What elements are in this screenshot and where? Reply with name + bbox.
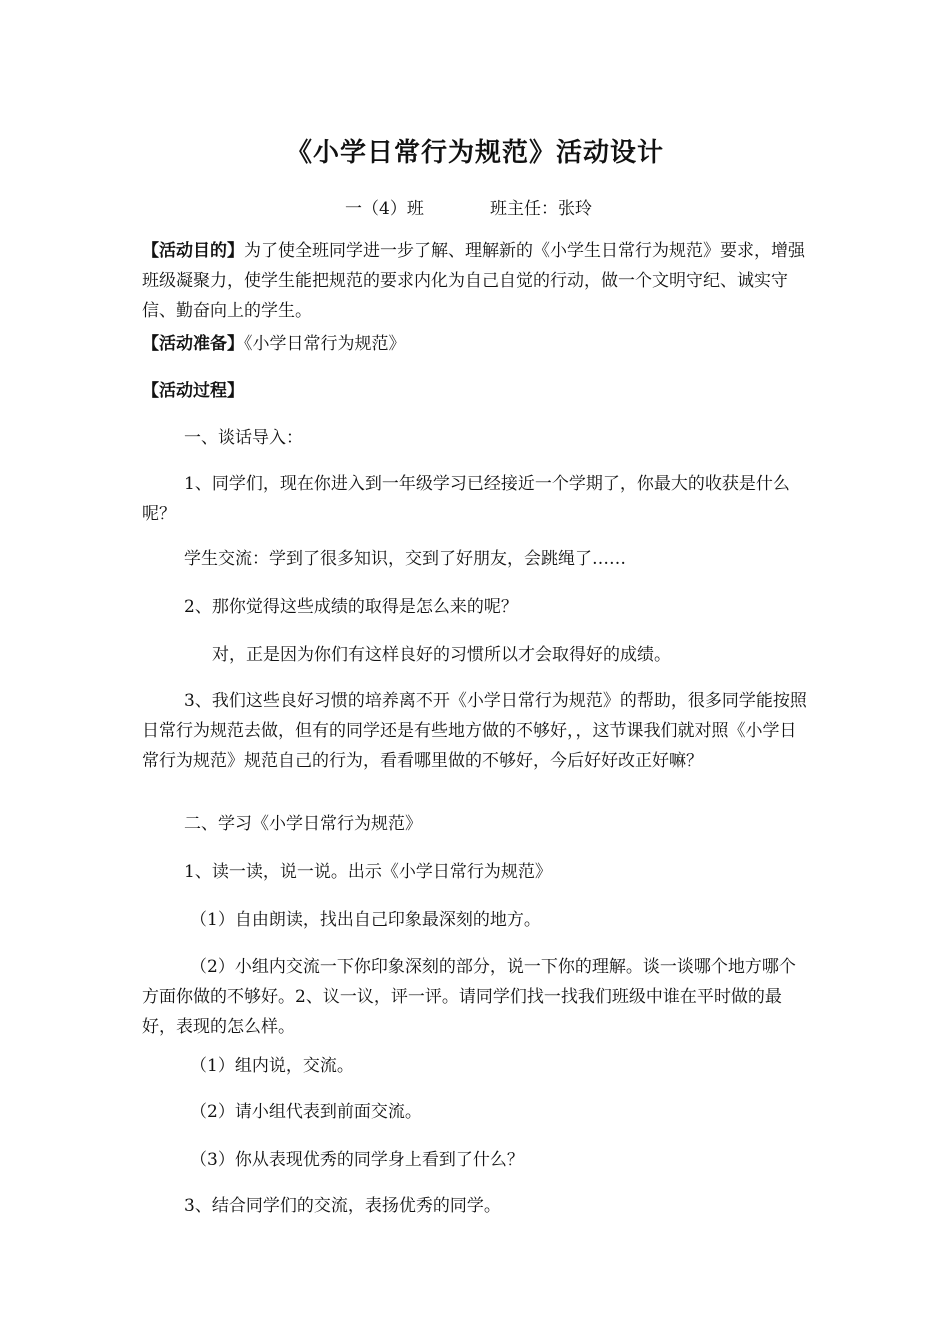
purpose-text: 为了使全班同学进一步了解、理解新的《小学生日常行为规范》要求，增强班级凝聚力，使学生能把规范的要求内化为自己自觉的行动，做一个文明守纪、诚实守信、勤奋向上的学生。	[142, 241, 805, 321]
prep-text: 《小学日常行为规范》	[244, 334, 406, 354]
teacher-label: 班主任：张玲	[490, 199, 592, 219]
section-heading-2: 二、学习《小学日常行为规范》	[184, 814, 422, 834]
body-paragraph: （1）组内说，交流。	[190, 1056, 354, 1076]
body-paragraph: 3、我们这些良好习惯的培养离不开《小学日常行为规范》的帮助，很多同学能按照日常行为规范去做，但有的同学还是有些地方做的不够好，，这节课我们就对照《小学日常行为规范》规范自己的行为，看看哪里做的不够好，今后好好改正好嘛？	[142, 691, 807, 771]
prep-label: 【活动准备】	[142, 334, 244, 354]
body-paragraph: （2）请小组代表到前面交流。	[190, 1102, 422, 1122]
body-paragraph: 1、同学们，现在你进入到一年级学习已经接近一个学期了，你最大的收获是什么呢？	[142, 474, 790, 524]
body-paragraph: （3）你从表现优秀的同学身上看到了什么？	[190, 1150, 524, 1170]
body-paragraph: 对，正是因为你们有这样良好的习惯所以才会取得好的成绩。	[212, 645, 671, 665]
process-label: 【活动过程】	[142, 381, 244, 401]
prep-paragraph	[142, 329, 812, 359]
body-paragraph: 3、结合同学们的交流，表扬优秀的同学。	[184, 1196, 501, 1216]
purpose-paragraph	[142, 236, 812, 326]
body-paragraph: （1）自由朗读，找出自己印象最深刻的地方。	[190, 910, 541, 930]
body-paragraph: 2、那你觉得这些成绩的取得是怎么来的呢？	[184, 597, 518, 617]
class-label: 一（4）班	[345, 199, 424, 219]
body-paragraph: 学生交流：学到了很多知识，交到了好朋友，会跳绳了……	[184, 549, 626, 569]
purpose-label: 【活动目的】	[142, 241, 244, 261]
section-heading-1: 一、谈话导入：	[184, 428, 303, 448]
body-paragraph: （2）小组内交流一下你印象深刻的部分，说一下你的理解。谈一谈哪个地方哪个方面你做的不够好。2、议一议，评一评。请同学们找一找我们班级中谁在平时做的最好，表现的怎么样。	[142, 957, 796, 1037]
document-title: 《小学日常行为规范》活动设计	[285, 138, 664, 168]
body-paragraph: 1、读一读，说一说。出示《小学日常行为规范》	[184, 862, 552, 882]
